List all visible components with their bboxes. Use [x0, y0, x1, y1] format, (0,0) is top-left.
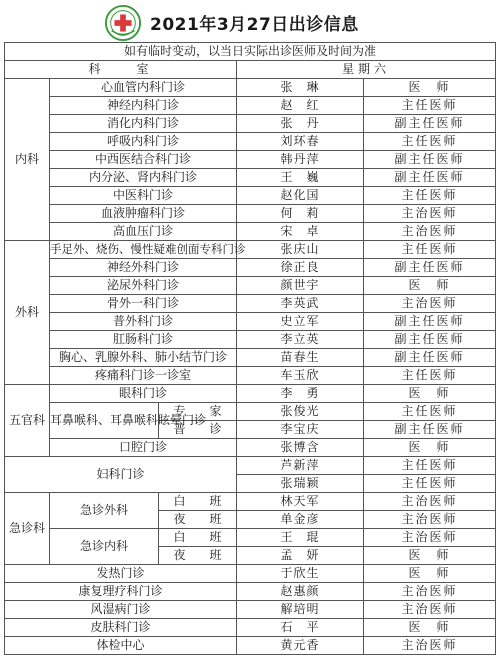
department-cell: 中医科门诊 — [50, 187, 237, 205]
category-wuguan: 五官科 — [5, 385, 50, 457]
title-cell: 副主任医师 — [364, 115, 496, 133]
category-neike: 内科 — [5, 79, 50, 241]
doctor-cell: 李立英 — [237, 331, 364, 349]
shift-cell: 白 班 — [159, 493, 237, 511]
title-cell: 主任医师 — [364, 367, 496, 385]
title-cell: 医 师 — [364, 439, 496, 457]
doctor-cell: 张博含 — [237, 439, 364, 457]
sub-type-cell: 专 家 — [159, 403, 237, 421]
title-cell: 主治医师 — [364, 205, 496, 223]
department-cell: 康复理疗科门诊 — [5, 583, 237, 601]
doctor-cell: 颜世宇 — [237, 277, 364, 295]
title-cell: 副主任医师 — [364, 169, 496, 187]
department-cell: 眼科门诊 — [50, 385, 237, 403]
title-cell: 主任医师 — [364, 187, 496, 205]
doctor-cell: 孟 妍 — [237, 547, 364, 565]
title-cell: 副主任医师 — [364, 313, 496, 331]
notice-text: 如有临时变动，以当日实际出诊医师及时间为准 — [5, 43, 496, 61]
doctor-cell: 李宝庆 — [237, 421, 364, 439]
sub-type-cell: 普 诊 — [159, 421, 237, 439]
category-jizhen: 急诊科 — [5, 493, 50, 565]
doctor-cell: 李英武 — [237, 295, 364, 313]
shift-cell: 白 班 — [159, 529, 237, 547]
title-cell: 主治医师 — [364, 529, 496, 547]
doctor-cell: 刘环春 — [237, 133, 364, 151]
doctor-cell: 芦新萍 — [237, 457, 364, 475]
doctor-cell: 张 丹 — [237, 115, 364, 133]
doctor-cell: 张俊光 — [237, 403, 364, 421]
title-cell: 主治医师 — [364, 223, 496, 241]
department-cell: 内分泌、肾内科门诊 — [50, 169, 237, 187]
doctor-cell: 王 琨 — [237, 529, 364, 547]
title-cell: 副主任医师 — [364, 331, 496, 349]
department-cell: 耳鼻喉科、耳鼻喉科眩晕门诊 — [50, 403, 159, 439]
schedule-table — [4, 42, 496, 655]
header — [0, 0, 500, 42]
doctor-cell: 赵惠颜 — [237, 583, 364, 601]
department-cell: 皮肤科门诊 — [5, 619, 237, 637]
title-cell: 主治医师 — [364, 637, 496, 655]
category-waike: 外科 — [5, 241, 50, 385]
department-cell: 体检中心 — [5, 637, 237, 655]
department-cell: 胸心、乳腺外科、肺小结节门诊 — [50, 349, 237, 367]
doctor-cell: 史立军 — [237, 313, 364, 331]
doctor-cell: 车玉欣 — [237, 367, 364, 385]
doctor-cell: 解培明 — [237, 601, 364, 619]
title-cell: 主治医师 — [364, 583, 496, 601]
title-cell: 主治医师 — [364, 511, 496, 529]
department-column-header: 科 室 — [5, 61, 237, 79]
doctor-cell: 于欣生 — [237, 565, 364, 583]
page-title: 2021年3月27日出诊信息 — [150, 15, 359, 35]
day-column-header: 星期六 — [237, 61, 496, 79]
department-cell: 泌尿外科门诊 — [50, 277, 237, 295]
title-cell: 副主任医师 — [364, 259, 496, 277]
department-cell: 神经内科门诊 — [50, 97, 237, 115]
title-cell: 主任医师 — [364, 133, 496, 151]
title-cell: 副主任医师 — [364, 151, 496, 169]
title-cell: 主任医师 — [364, 475, 496, 493]
department-cell: 普外科门诊 — [50, 313, 237, 331]
doctor-cell: 张瑞颖 — [237, 475, 364, 493]
doctor-cell: 何 莉 — [237, 205, 364, 223]
doctor-cell: 宋 卓 — [237, 223, 364, 241]
department-cell: 神经外科门诊 — [50, 259, 237, 277]
department-cell: 呼吸内科门诊 — [50, 133, 237, 151]
doctor-cell: 苗春生 — [237, 349, 364, 367]
department-cell: 发热门诊 — [5, 565, 237, 583]
department-cell: 中西医结合科门诊 — [50, 151, 237, 169]
title-cell: 主任医师 — [364, 97, 496, 115]
shift-cell: 夜 班 — [159, 511, 237, 529]
department-cell: 妇科门诊 — [5, 457, 237, 493]
doctor-cell: 王 巍 — [237, 169, 364, 187]
department-cell: 消化内科门诊 — [50, 115, 237, 133]
title-cell: 医 师 — [364, 619, 496, 637]
department-cell: 高血压门诊 — [50, 223, 237, 241]
title-cell: 主治医师 — [364, 601, 496, 619]
department-cell: 骨外一科门诊 — [50, 295, 237, 313]
title-cell: 副主任医师 — [364, 421, 496, 439]
department-cell: 手足外、烧伤、慢性疑难创面专科门诊 — [50, 241, 237, 259]
title-cell: 主治医师 — [364, 295, 496, 313]
title-cell: 医 师 — [364, 79, 496, 97]
department-cell: 风湿病门诊 — [5, 601, 237, 619]
doctor-cell: 赵化国 — [237, 187, 364, 205]
hospital-logo-icon — [104, 4, 142, 42]
doctor-cell: 单金彦 — [237, 511, 364, 529]
department-cell: 口腔门诊 — [50, 439, 237, 457]
title-cell: 主任医师 — [364, 241, 496, 259]
department-cell: 疼痛科门诊一诊室 — [50, 367, 237, 385]
title-cell: 主任医师 — [364, 403, 496, 421]
title-cell: 医 师 — [364, 565, 496, 583]
department-cell: 急诊内科 — [50, 529, 159, 565]
title-cell: 主治医师 — [364, 493, 496, 511]
doctor-cell: 张 琳 — [237, 79, 364, 97]
department-cell: 心血管内科门诊 — [50, 79, 237, 97]
department-cell: 血液肿瘤科门诊 — [50, 205, 237, 223]
doctor-cell: 张庆山 — [237, 241, 364, 259]
doctor-cell: 石 平 — [237, 619, 364, 637]
title-cell: 主任医师 — [364, 457, 496, 475]
department-cell: 肛肠科门诊 — [50, 331, 237, 349]
doctor-cell: 林天军 — [237, 493, 364, 511]
department-cell: 急诊外科 — [50, 493, 159, 529]
doctor-cell: 黄元香 — [237, 637, 364, 655]
title-cell: 医 师 — [364, 277, 496, 295]
title-cell: 医 师 — [364, 547, 496, 565]
doctor-cell: 赵 红 — [237, 97, 364, 115]
title-cell: 医 师 — [364, 385, 496, 403]
doctor-cell: 徐正良 — [237, 259, 364, 277]
title-cell: 副主任医师 — [364, 349, 496, 367]
shift-cell: 夜 班 — [159, 547, 237, 565]
doctor-cell: 韩丹萍 — [237, 151, 364, 169]
doctor-cell: 李 勇 — [237, 385, 364, 403]
